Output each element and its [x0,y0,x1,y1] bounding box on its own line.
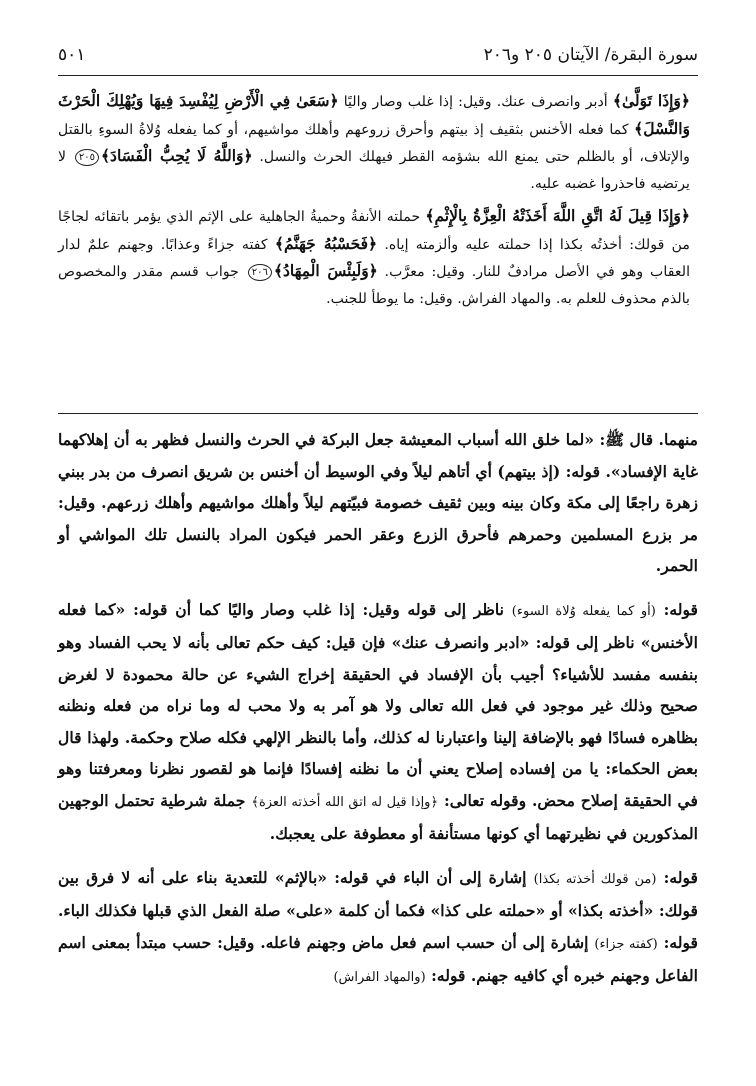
quoted-phrase: (من قولك أخذته بكذا) [533,871,657,887]
tafsir-text: لا يرتضيه فاحذروا غضبه عليه. [58,149,690,192]
quran-verse: ﴿وَلَبِئْسَ الْمِهَادُ﴾ [273,261,378,280]
commentary-paragraph-2: قوله: (أو كما يفعله وُلاة السوء) ناظر إلى قوله وقيل: إذا غلب وصار واليًا كما أن قوله: «كما فعله الأخنس» ناظر إلى قوله: «ادبر وانصرف عنك» فإن قيل: كيف حكم تعالى بأنه لا يحب الفساد وهو بنفسه مفسد للأشياء؟ أجيب بأن الإفساد في الحقيقة إخراج الشيء عن حالة محمودة لا لغرض صحيح وذلك غير موجود في فعل الله تعالى ولا هو آمر به ولا محب له وما نراه من فعله ونظنه بظاهره فسادًا فهو بالإضافة إلينا واعتبارنا له كذلك، وأما بالنظر الإلهي فكله صلاح وحكمة. ولهذا قال بعض الحكماء: يا من إفساده إصلاح يعني أن ما نظنه إفسادًا فإنما هو لقصور نظرنا ومعرفتنا وهو في الحقيقة إصلاح محض. وقوله تعالى: ﴿وإذا قيل له اتق الله أخذته العزة﴾ جملة شرطية تحتمل الوجهين المذكورين في نظيرتهما أي كونها مستأنفة أو معطوفة على يعجبك. [58,599,699,843]
ayah-number-marker: ٢٠٥ [75,149,99,166]
keyword-qawluhu: قوله [436,966,466,985]
commentary-text: جملة شرطية تحتمل الوجهين المذكورين في نظيرتهما أي كونها مستأنفة أو معطوفة على يعجبك. [58,790,698,843]
commentary-text: إشارة إلى أن الباء في قوله: «بالإثم» للتعدية بناء على أنه لا فرق بين قولك: «أخذته بكذا» أو «حملته على كذا» فكما أن كلمة «على» صلة الفعل الذي قبلها فكذلك الباء. [58,867,698,920]
quran-verse: ﴿سَعَىٰ فِي الْأَرْضِ لِيُفْسِدَ فِيهَا وَيُهْلِكَ الْحَرْثَ وَالنَّسْلَ﴾ [58,91,690,138]
commentary-block [58,424,698,994]
page-header [58,38,698,72]
page-number: ٥٠١ [58,45,86,65]
ayah-number-marker: ٢٠٦ [248,264,272,281]
quoted-phrase: (والمهاد الفراش) [333,970,426,985]
quoted-phrase: (أو كما يفعله وُلاة السوء) [511,603,656,619]
tafsir-text: كفته جزاءً وعذابًا. وجهنم علمٌ لدار العقاب وهو في الأصل مرادفٌ للنار. وقيل: معرَّب. [58,236,691,280]
tafsir-text: أدبر وانصرف عنك. وقيل: إذا غلب وصار واليًا [338,94,613,110]
keyword-qawluhu: قوله [669,932,699,952]
keyword-qawluhu: قوله [669,867,698,887]
tafsir-block [58,88,690,312]
tafsir-text: كما فعله الأخنس بثقيف إذ بيتهم وأحرق زروعهم وأهلك مواشيهم، أو كما يفعله وُلاةُ السوءِ بالقتل والإتلاف، أو بالظلم حتى يمنع الله بشؤمه القطر فيهلك الحرث والنسل. [58,121,690,165]
header-divider [58,75,698,76]
keyword-qawluhu: قوله [669,599,699,619]
tafsir-paragraph-1 [58,88,690,197]
commentary-text: إشارة إلى أن حسب اسم فعل ماض وجهنم فاعله. وقيل: حسب مبتدأ بمعنى اسم الفاعل وجهنم خبره أي كافيه جهنم. [58,932,698,985]
commentary-paragraph-1: منهما. قال ﷺ: «لما خلق الله أسباب المعيشة جعل البركة في الحرث والنسل فظهر به أن إهلاكهما غاية الإفساد». قوله: (إذ بيتهم) أي أتاهم ليلاً وفي الوسيط أن أخنس بن شريق انصرف من بدر ببني زهرة راجعًا إلى مكة وكان بينه وبين ثقيف خصومة فبيّتهم ليلاً وأهلك مواشيهم وأهلك زرعهم. وقيل: مر بزرع المسلمين وحمرهم فأحرق الزرع وعقر الحمر فيكون المراد بالنسل تلك المواشي أو الحمر. [58,430,698,575]
quran-verse: ﴿وَإِذَا قِيلَ لَهُ اتَّقِ اللَّهَ أَخَذَتْهُ الْعِزَّةُ بِالْإِثْمِ﴾ [425,206,690,225]
quran-verse: ﴿وَإِذَا تَوَلَّىٰ﴾ [612,91,690,110]
tafsir-text: جواب قسم مقدر والمخصوص بالذم محذوف للعلم به. والمهاد الفراش. وقيل: ما يوطأ للجنب. [58,264,690,307]
quran-verse: ﴿وَاللَّهُ لَا يُحِبُّ الْفَسَادَ﴾ [100,146,253,165]
commentary-text: ناظر إلى قوله وقيل: إذا غلب وصار واليًا كما أن قوله: «كما فعله الأخنس» ناظر إلى قوله: «ادبر وانصرف عنك» فإن قيل: كيف حكم تعالى بأنه لا يحب الفساد وهو بنفسه مفسد للأشياء؟ أجيب بأن الإفساد في الحقيقة إخراج الشيء عن حالة محمودة لا لغرض صحيح وذلك غير موجود في فعل الله تعالى ولا هو آمر به ولا محب له وما نراه من فعله ونظنه بظاهره فسادًا فهو بالإضافة إلينا واعتبارنا له كذلك، وأما بالنظر الإلهي فكله صلاح وحكمة. ولهذا قال بعض الحكماء: يا من إفساده إصلاح يعني أن ما نظنه إفسادًا فإنما هو لقصور نظرنا ومعرفتنا وهو في الحقيقة إصلاح محض. وقوله تعالى: [58,599,698,810]
quran-verse: ﴿فَحَسْبُهُ جَهَنَّمُ﴾ [274,233,378,253]
tafsir-text: حملته الأنفةُ وحميةُ الجاهلية على الإثم الذي يؤمر باتقائه لجاجًا من قولك: أخذتُه بكذا إذا حملته عليه وألزمته إياه. [58,209,690,253]
quoted-phrase: (كفته جزاء) [594,936,658,952]
surah-title: سورة البقرة/ الآيتان ٢٠٥ و٢٠٦ [483,45,698,65]
commentary-paragraph-3: قوله: (من قولك أخذته بكذا) إشارة إلى أن الباء في قوله: «بالإثم» للتعدية بناء على أنه لا فرق بين قولك: «أخذته بكذا» أو «حملته على كذا» فكما أن كلمة «على» صلة الفعل الذي قبلها فكذلك الباء. قوله: (كفته جزاء) إشارة إلى أن حسب اسم فعل ماض وجهنم فاعله. وقيل: حسب مبتدأ بمعنى اسم الفاعل وجهنم خبره أي كافيه جهنم. قوله: (والمهاد الفراش) [58,867,699,985]
section-divider [58,413,698,414]
quoted-phrase: ﴿وإذا قيل له اتق الله أخذته العزة﴾ [251,794,439,810]
tafsir-paragraph-2 [58,203,690,312]
